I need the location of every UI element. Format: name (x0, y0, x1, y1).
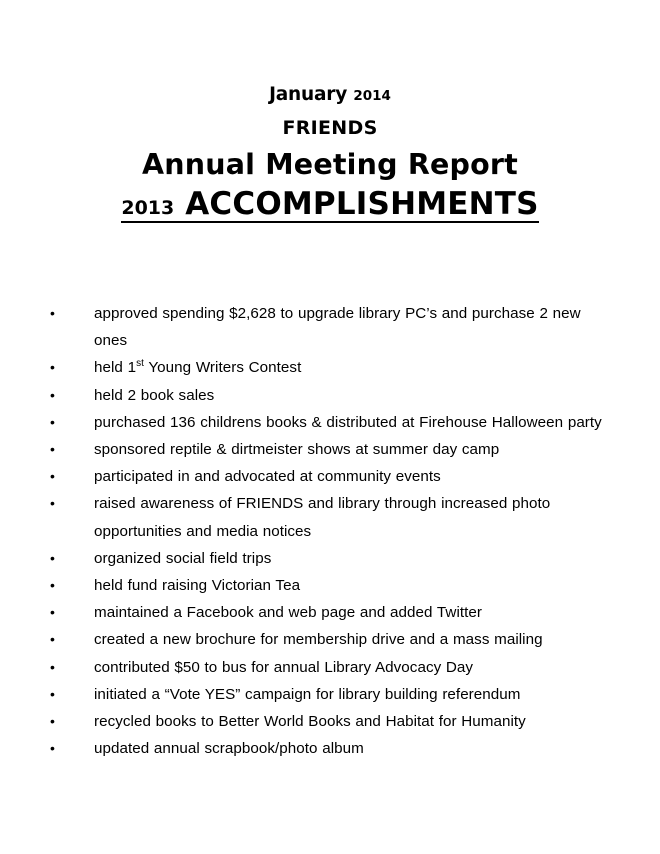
list-item-text: organized social field trips (94, 549, 272, 567)
list-item-text: updated annual scrapbook/photo album (94, 740, 364, 758)
list-item-text: contributed $50 to bus for annual Library Advocacy Day (94, 658, 474, 676)
header-accomplishments-line (0, 186, 660, 223)
list-item-text: held 1st Young Writers Contest (94, 358, 302, 377)
accomplishments-heading (121, 186, 539, 223)
list-item-text: held 2 book sales (94, 386, 215, 404)
bullet-icon (50, 681, 94, 708)
header-month: January (269, 84, 348, 105)
list-item (50, 735, 602, 762)
list-item-text: recycled books to Better World Books and Habitat for Humanity (94, 713, 526, 731)
list-item (50, 681, 602, 708)
bullet-icon (50, 599, 94, 626)
list-item (50, 463, 602, 490)
bullet-icon (50, 545, 94, 572)
bullet-icon (50, 708, 94, 735)
list-item (50, 436, 602, 463)
list-item (50, 626, 602, 653)
header-year: 2014 (353, 88, 391, 104)
list-item-text: held fund raising Victorian Tea (94, 577, 301, 595)
list-item-text: initiated a “Vote YES” campaign for library building referendum (94, 685, 521, 703)
bullet-icon (50, 436, 94, 463)
list-item (50, 490, 602, 544)
bullet-icon (50, 382, 94, 409)
list-item (50, 409, 602, 436)
list-item (50, 354, 602, 381)
list-item-text: raised awareness of FRIENDS and library through increased photo opportunities and media notices (94, 495, 551, 540)
list-item (50, 654, 602, 681)
bullet-icon (50, 354, 94, 381)
accomplishments-list (50, 300, 602, 762)
list-item (50, 572, 602, 599)
bullet-icon (50, 735, 94, 762)
accomplishments-label: ACCOMPLISHMENTS (185, 186, 539, 222)
list-item (50, 300, 602, 354)
header-organization: FRIENDS (282, 116, 378, 139)
document-header (0, 86, 660, 223)
list-item-text: sponsored reptile & dirtmeister shows at summer day camp (94, 441, 500, 459)
list-item (50, 545, 602, 572)
bullet-icon (50, 572, 94, 599)
bullet-icon (50, 626, 94, 653)
bullet-icon (50, 463, 94, 490)
list-item (50, 708, 602, 735)
list-item-text: purchased 136 childrens books & distributed at Firehouse Halloween party (94, 413, 602, 431)
bullet-icon (50, 654, 94, 681)
list-item-text: approved spending $2,628 to upgrade library PC’s and purchase 2 new ones (94, 305, 581, 350)
list-item-text: participated in and advocated at community events (94, 468, 441, 486)
bullet-icon (50, 409, 94, 436)
accomplishments-year: 2013 (121, 197, 175, 219)
list-item (50, 382, 602, 409)
list-item-text: maintained a Facebook and web page and added Twitter (94, 604, 483, 622)
bullet-icon (50, 490, 94, 517)
ordinal-suffix: st (136, 358, 144, 370)
page-title: Annual Meeting Report (141, 147, 518, 181)
list-item-text: created a new brochure for membership drive and a mass mailing (94, 631, 543, 649)
list-item (50, 599, 602, 626)
header-date-line (0, 86, 660, 105)
bullet-icon (50, 300, 94, 327)
